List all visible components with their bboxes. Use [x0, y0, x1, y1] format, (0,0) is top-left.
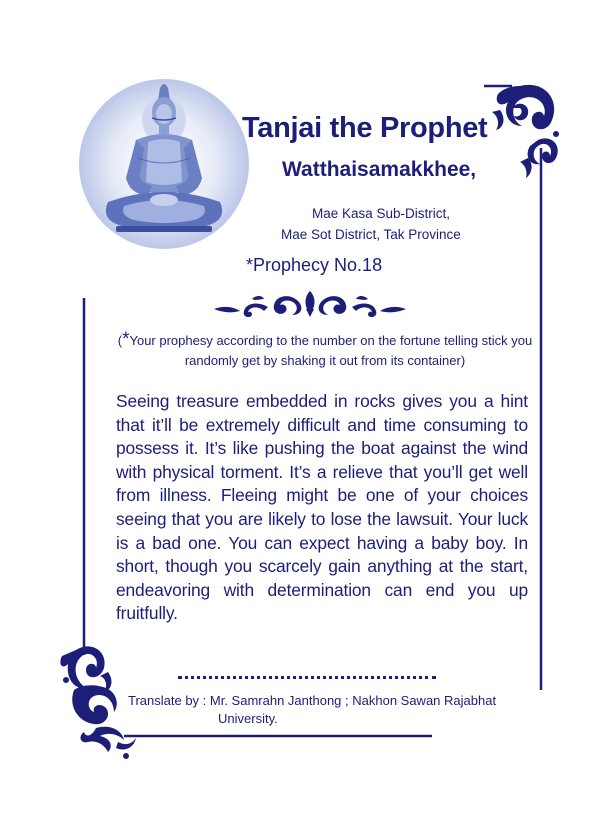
page-title: Tanjai the Prophet [242, 112, 488, 144]
dotted-separator [178, 676, 436, 679]
note-text: Your prophesy according to the number on the fortune telling stick you randomly get by shaking it out from its container) [129, 333, 533, 368]
buddha-image [78, 78, 250, 250]
temple-name: Watthaisamakkhee, [282, 158, 477, 181]
divider-ornament [212, 287, 408, 323]
prophecy-text: Seeing treasure embedded in rocks gives you a hint that it’ll be extremely difficult and time consuming to possess it. It’s like pushing the boat against the wind with physical torment. It’s a relieve that you’ll get well from illness. Fleeing might be one of your choices seeing that you are likely to lose the lawsuit. Your luck is a bad one. You can expect having a baby boy. In short, though you scarcely gain anything at the start, endeavoring with determination can end you up fruitfully. [116, 391, 528, 624]
fortune-stick-note [110, 330, 540, 371]
note-star: * [122, 329, 130, 350]
address-line-1: Mae Kasa Sub-District, [312, 206, 451, 221]
corner-ornament-top-right [492, 85, 559, 178]
note-open-paren: ( [117, 333, 123, 348]
translator-credit-line-2: University. [218, 711, 278, 726]
address-line-2: Mae Sot District, Tak Province [281, 227, 461, 242]
corner-ornament-bottom-left [60, 646, 136, 759]
translator-credit-line-1: Translate by : Mr. Samrahn Janthong ; Nakhon Sawan Rajabhat [128, 693, 497, 708]
prophecy-number: *Prophecy No.18 [246, 255, 383, 275]
